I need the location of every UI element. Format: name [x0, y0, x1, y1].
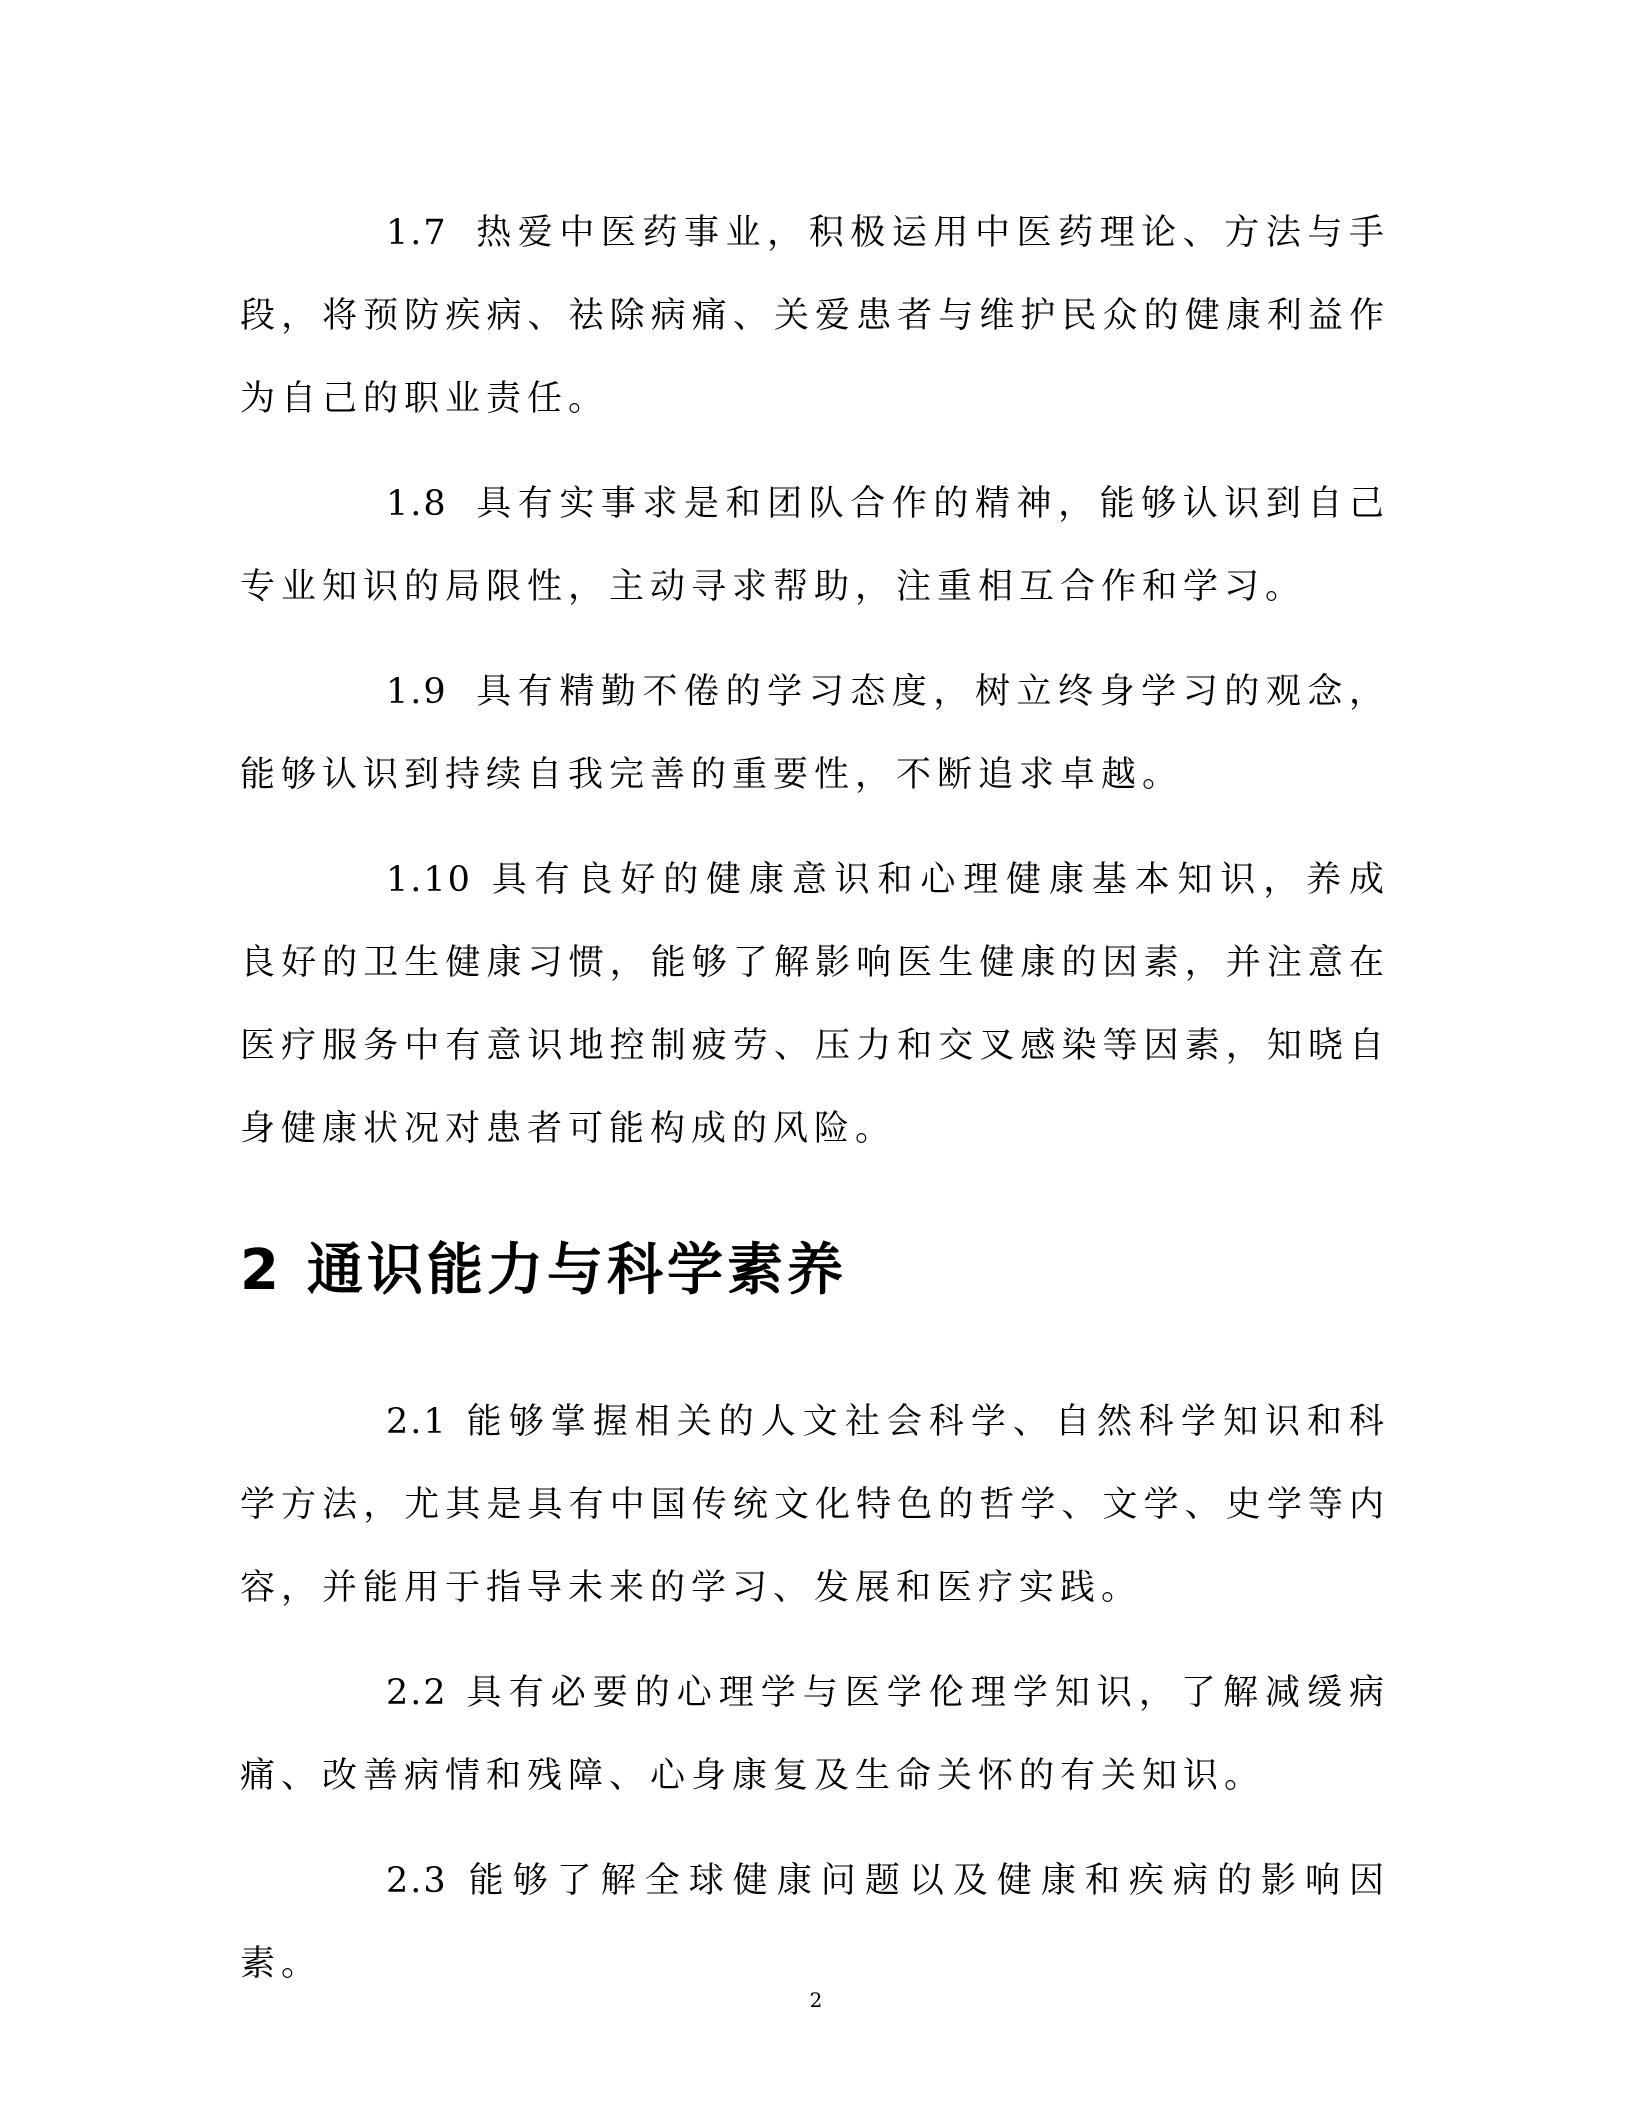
section-number: 2 — [240, 1238, 283, 1303]
paragraph-2-2 — [240, 1652, 1390, 1818]
clause-number: 1.9 — [386, 672, 448, 712]
section-title: 通识能力与科学素养 — [306, 1238, 847, 1303]
document-body — [240, 192, 1390, 2028]
clause-number: 1.8 — [386, 484, 448, 524]
clause-number: 1.7 — [386, 213, 448, 253]
clause-text: 具有实事求是和团队合作的精神，能够认识到自己专业知识的局限性，主动寻求帮助，注重相互合作和学习。 — [240, 484, 1390, 607]
clause-text: 热爱中医药事业，积极运用中医药理论、方法与手段，将预防疾病、祛除病痛、关爱患者与维护民众的健康利益作为自己的职业责任。 — [240, 213, 1390, 419]
page-number: 2 — [809, 1988, 823, 2012]
clause-number: 2.2 — [386, 1673, 448, 1713]
paragraph-2-3 — [240, 1840, 1390, 2006]
clause-number: 2.3 — [386, 1861, 448, 1901]
paragraph-1-7 — [240, 192, 1390, 441]
paragraph-1-8 — [240, 463, 1390, 629]
clause-text: 具有良好的健康意识和心理健康基本知识，养成良好的卫生健康习惯，能够了解影响医生健康的因素，并注意在医疗服务中有意识地控制疲劳、压力和交叉感染等因素，知晓自身健康状况对患者可能构成的风险。 — [240, 860, 1390, 1149]
paragraph-1-9 — [240, 651, 1390, 817]
paragraph-2-1 — [240, 1381, 1390, 1630]
clause-text: 具有精勤不倦的学习态度，树立终身学习的观念，能够认识到持续自我完善的重要性，不断追求卓越。 — [240, 672, 1390, 795]
clause-text: 具有必要的心理学与医学伦理学知识，了解减缓病痛、改善病情和残障、心身康复及生命关怀的有关知识。 — [240, 1673, 1390, 1796]
clause-number: 2.1 — [386, 1402, 448, 1442]
clause-text: 能够了解全球健康问题以及健康和疾病的影响因素。 — [240, 1861, 1390, 1984]
section-heading — [240, 1231, 1390, 1311]
clause-text: 能够掌握相关的人文社会科学、自然科学知识和科学方法，尤其是具有中国传统文化特色的哲学、文学、史学等内容，并能用于指导未来的学习、发展和医疗实践。 — [240, 1402, 1390, 1608]
clause-number: 1.10 — [386, 860, 472, 900]
paragraph-1-10 — [240, 839, 1390, 1171]
